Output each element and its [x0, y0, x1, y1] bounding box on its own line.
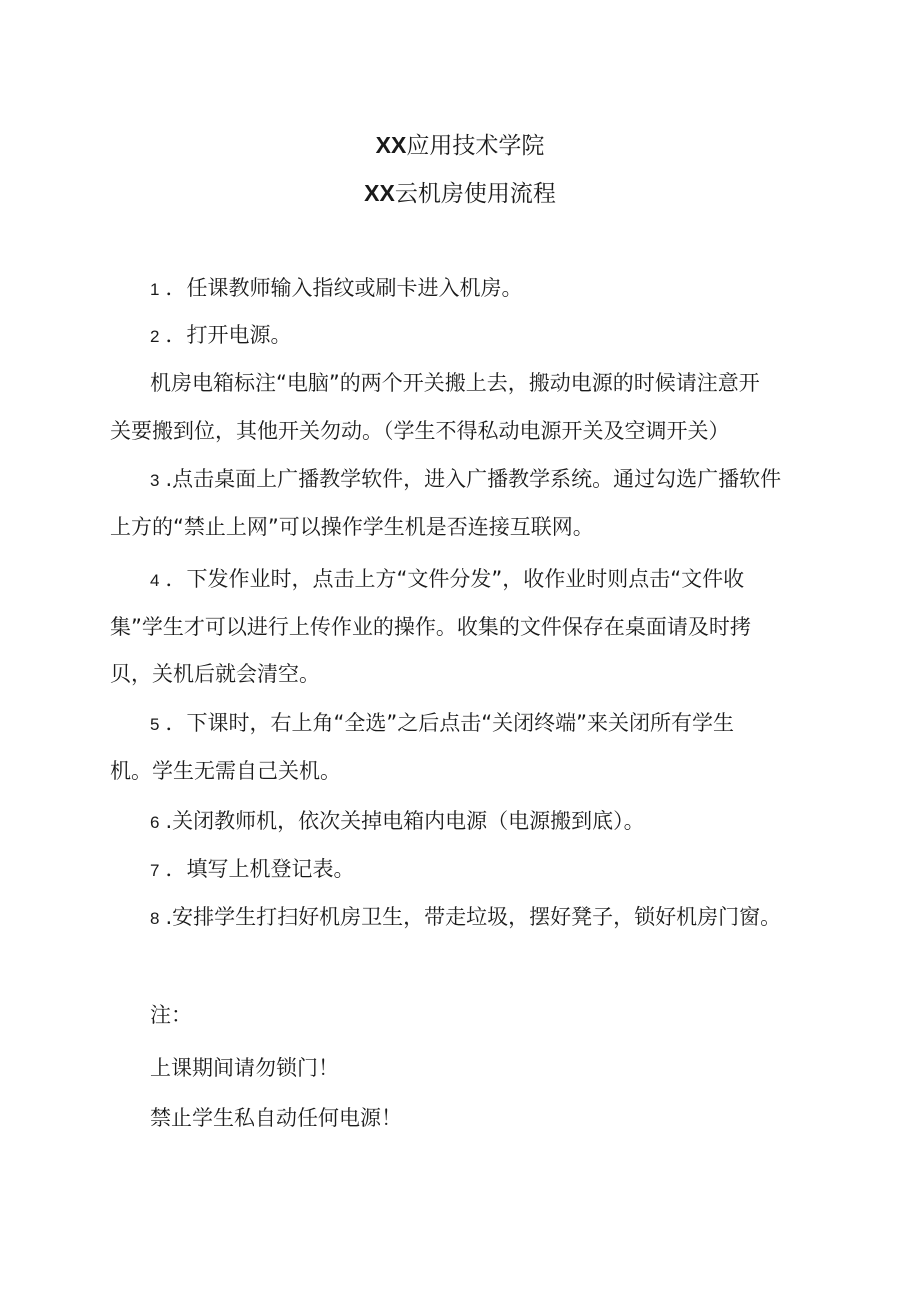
step-8	[150, 902, 781, 934]
step-4-text-line-2: 集”学生才可以进行上传作业的操作。收集的文件保存在桌面请及时拷	[110, 615, 751, 639]
step-7-text: ．填写上机登记表。	[165, 857, 355, 881]
step-4	[150, 564, 744, 596]
step-3-number: 3	[150, 471, 160, 490]
notes-label: 注：	[150, 1003, 192, 1027]
step-7	[150, 854, 354, 886]
step-5	[150, 708, 734, 740]
step-5-number: 5	[150, 715, 160, 734]
title-school-text: 应用技术学院	[406, 133, 545, 159]
step-3-text-line-2: 上方的“禁止上网”可以操作学生机是否连接互联网。	[110, 515, 594, 539]
step-8-text: .安排学生打扫好机房卫生，带走垃圾，摆好凳子，锁好机房门窗。	[165, 905, 782, 929]
step-2-number: 2	[150, 327, 160, 346]
title-procedure-text: 云机房使用流程	[394, 181, 556, 207]
step-8-number: 8	[150, 909, 160, 928]
title-procedure-prefix: XX	[364, 180, 395, 206]
step-2-text: ．打开电源。	[165, 323, 292, 347]
note-item-1: 上课期间请勿锁门！	[150, 1056, 339, 1080]
step-5-text-line-2: 机。学生无需自己关机。	[110, 759, 341, 783]
note-item-2: 禁止学生私自动任何电源！	[150, 1106, 402, 1130]
step-4-text-line-3: 贝，关机后就会清空。	[110, 662, 320, 686]
step-6	[150, 806, 645, 838]
power-instruction-line-2: 关要搬到位，其他开关勿动。（学生不得私动电源开关及空调开关）	[110, 419, 730, 443]
step-1-text: ．任课教师输入指纹或刷卡进入机房。	[165, 276, 523, 300]
step-6-number: 6	[150, 813, 160, 832]
step-5-text-line-1: ．下课时，右上角“全选”之后点击“关闭终端”来关闭所有学生	[165, 711, 734, 735]
step-1	[150, 273, 522, 305]
power-instruction-line-1: 机房电箱标注“电脑”的两个开关搬上去，搬动电源的时候请注意开	[150, 371, 760, 395]
step-6-text: .关闭教师机，依次关掉电箱内电源（电源搬到底）。	[165, 809, 645, 833]
title-school-prefix: XX	[375, 132, 407, 158]
document-title-school	[0, 130, 920, 161]
step-4-number: 4	[150, 571, 160, 590]
step-1-number: 1	[150, 280, 160, 299]
step-3	[150, 464, 781, 496]
step-7-number: 7	[150, 861, 160, 880]
step-3-text-line-1: .点击桌面上广播教学软件，进入广播教学系统。通过勾选广播软件	[165, 467, 782, 491]
step-2	[150, 320, 291, 352]
document-title-procedure	[0, 178, 920, 209]
step-4-text-line-1: ．下发作业时，点击上方“文件分发”，收作业时则点击“文件收	[165, 567, 745, 591]
